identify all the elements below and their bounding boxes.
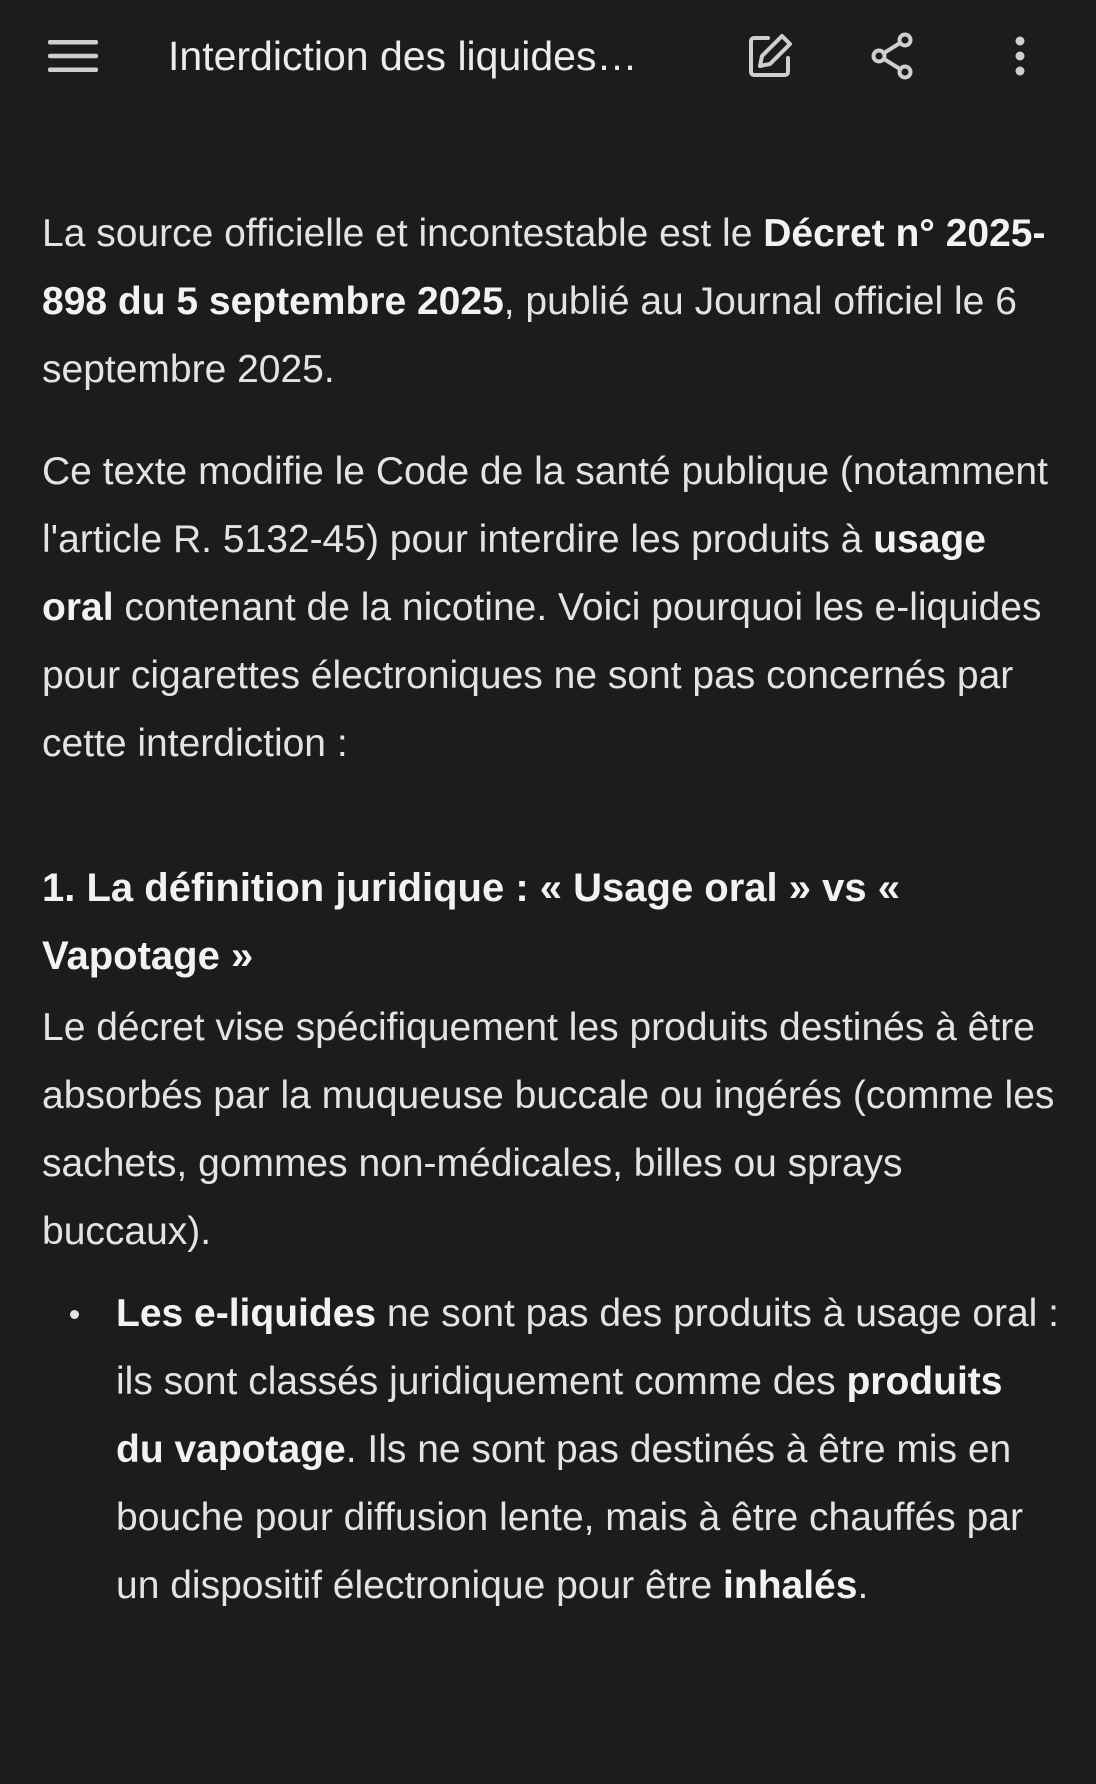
- bullet-dot: [70, 1310, 79, 1319]
- share-button[interactable]: [856, 20, 928, 92]
- edit-icon: [746, 32, 794, 80]
- decree-reference: Décret n° 2025-898 du 5 septembre 2025: [42, 212, 1046, 323]
- more-options-button[interactable]: [984, 20, 1056, 92]
- section-heading: 1. La définition juridique : « Usage oral » vs « Vapotage »: [42, 866, 900, 978]
- menu-button[interactable]: [37, 20, 109, 92]
- paragraph-explanation: Ce texte modifie le Code de la santé publique (notamment l'article R. 5132-45) pour interdire les produits à usage oral contenant de la nicotine. Voici pourquoi les e-liquides pour cigarettes électroniques ne sont pas concernés par cette interdiction :: [42, 450, 1048, 765]
- paragraph-definition: Le décret vise spécifiquement les produits destinés à être absorbés par la muqueuse buccale ou ingérés (comme les sachets, gommes non-médicales, billes ou sprays buccaux).: [42, 1006, 1055, 1253]
- paragraph-source: La source officielle et incontestable est le Décret n° 2025-898 du 5 septembre 2025, publié au Journal officiel le 6 septembre 2025.: [42, 212, 1046, 391]
- top-app-bar: [0, 0, 1096, 112]
- more-vertical-icon: [1014, 36, 1026, 76]
- bullet-list: [42, 1280, 1060, 1620]
- response-content: [42, 200, 1060, 1620]
- list-item: Les e-liquides ne sont pas des produits à usage oral : ils sont classés juridiquement comme des produits du vapotage. Ils ne sont pas destinés à être mis en bouche pour diffusion lente, mais à être chauffés par un dispositif électronique pour être inhalés.: [42, 1280, 1060, 1620]
- hamburger-menu-icon: [48, 38, 98, 74]
- edit-button[interactable]: [734, 20, 806, 92]
- usage-oral-term: usage oral: [42, 518, 986, 629]
- share-icon: [870, 32, 914, 80]
- page-title: Interdiction des liquides…: [168, 33, 638, 79]
